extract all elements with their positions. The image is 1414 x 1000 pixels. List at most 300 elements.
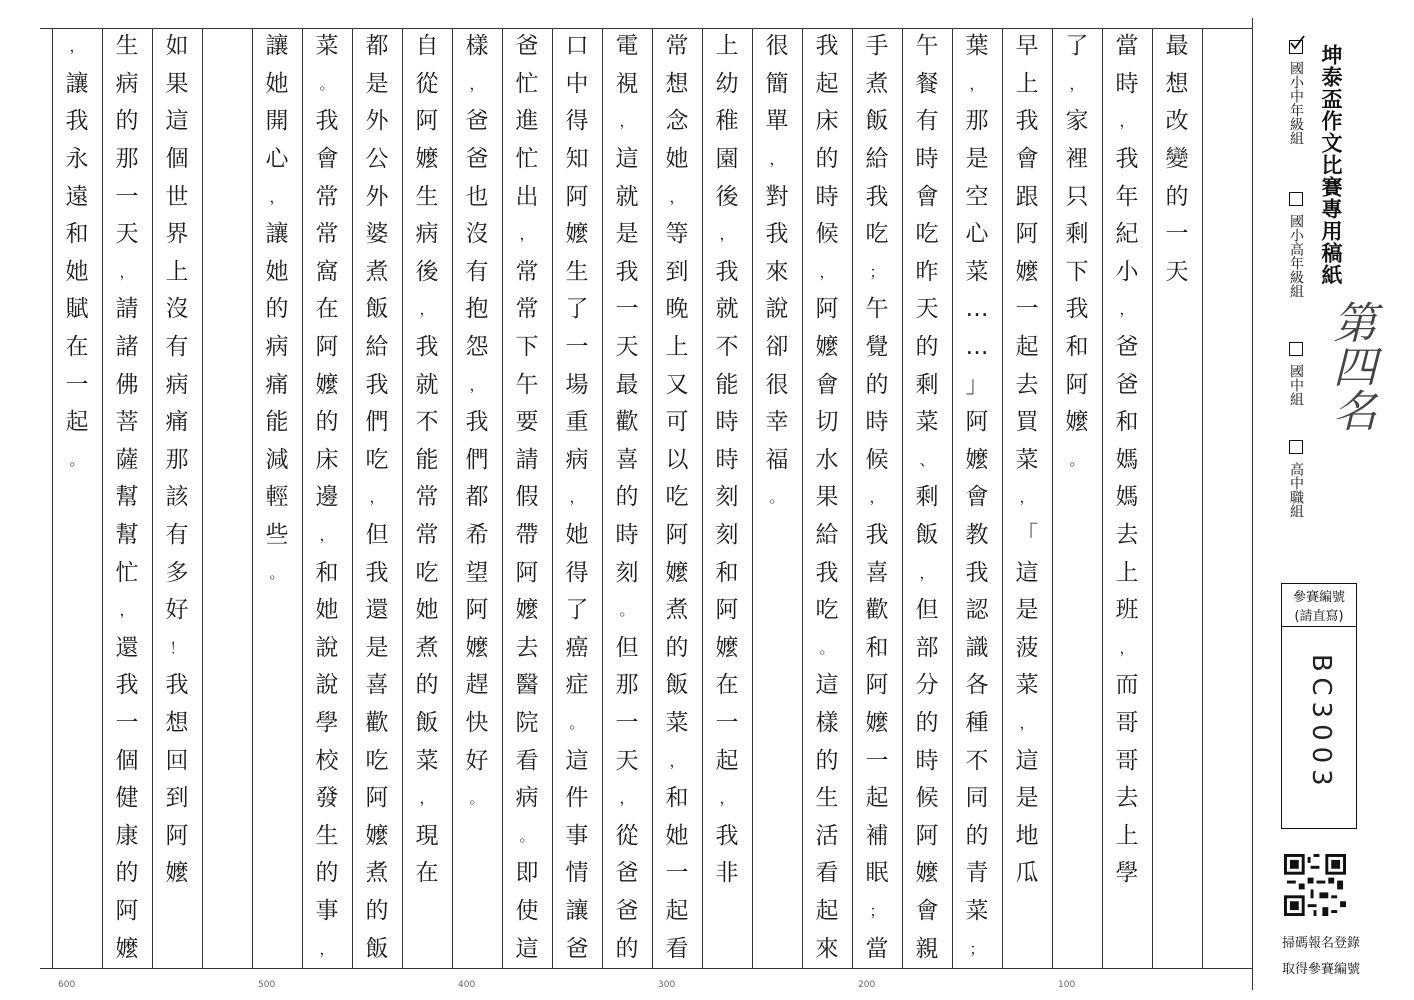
essay-char: 我 <box>465 409 489 436</box>
essay-char: 常 <box>515 258 539 285</box>
essay-char: 電 <box>615 33 639 60</box>
essay-char: 如 <box>165 33 189 60</box>
essay-char: 當 <box>865 935 889 962</box>
grid-bottom-border <box>40 968 1252 969</box>
essay-char: 請 <box>515 446 539 473</box>
essay-char: 和 <box>1115 409 1139 436</box>
essay-char: 校 <box>315 747 339 774</box>
essay-char: ， <box>1119 112 1135 131</box>
essay-column <box>752 28 802 968</box>
essay-char: 但 <box>915 597 939 624</box>
essay-char: 的 <box>315 409 339 436</box>
checkmark-icon <box>1289 35 1305 51</box>
essay-char: 看 <box>815 860 839 887</box>
essay-char: 。 <box>619 601 635 620</box>
essay-char: 不 <box>715 334 739 361</box>
essay-char: 到 <box>665 258 689 285</box>
essay-column <box>152 28 202 968</box>
essay-char: ！ <box>169 638 185 657</box>
essay-char: 菜 <box>965 898 989 925</box>
essay-char: 生 <box>115 33 139 60</box>
essay-char: 事 <box>315 898 339 925</box>
essay-char: 我 <box>1065 296 1089 323</box>
essay-char: 假 <box>515 484 539 511</box>
essay-char: 菜 <box>915 409 939 436</box>
essay-char: 常 <box>515 296 539 323</box>
essay-char: ， <box>719 225 735 244</box>
essay-char: 。 <box>269 563 285 582</box>
essay-char: 對 <box>765 183 789 210</box>
essay-char: 又 <box>665 371 689 398</box>
essay-char: 福 <box>765 446 789 473</box>
essay-char: 補 <box>865 822 889 849</box>
essay-char: 活 <box>815 822 839 849</box>
essay-char: ， <box>669 751 685 770</box>
essay-char: 買 <box>1015 409 1039 436</box>
essay-char: 很 <box>765 33 789 60</box>
essay-char: ， <box>269 187 285 206</box>
essay-char: 候 <box>815 221 839 248</box>
essay-char: 忙 <box>515 146 539 173</box>
essay-char: 得 <box>565 108 589 135</box>
essay-char: ， <box>1119 638 1135 657</box>
essay-char: 沒 <box>165 296 189 323</box>
essay-char: 窩 <box>315 258 339 285</box>
essay-char: 小 <box>1115 258 1139 285</box>
column-count-marker: 400 <box>458 980 476 990</box>
essay-char: 院 <box>515 710 539 737</box>
essay-char: 覺 <box>865 334 889 361</box>
essay-column <box>452 28 502 968</box>
essay-char: 嬤 <box>915 860 939 887</box>
essay-char: 婆 <box>365 221 389 248</box>
option-elementary-middle[interactable] <box>1284 40 1308 149</box>
essay-char: ， <box>1019 714 1035 733</box>
essay-char: 是 <box>965 146 989 173</box>
checkbox-icon[interactable] <box>1289 440 1303 454</box>
essay-char: 喜 <box>615 446 639 473</box>
essay-char: ， <box>919 563 935 582</box>
essay-char: 去 <box>1115 785 1139 812</box>
essay-column <box>1002 28 1052 968</box>
handwritten-rank: 第四名 <box>1325 300 1376 432</box>
essay-char: 天 <box>615 334 639 361</box>
essay-char: 嬤 <box>115 935 139 962</box>
essay-char: 想 <box>165 710 189 737</box>
essay-column <box>802 28 852 968</box>
essay-char: 一 <box>665 860 689 887</box>
essay-column <box>1102 28 1152 968</box>
essay-column <box>202 28 252 968</box>
essay-char: 她 <box>665 822 689 849</box>
essay-char: 我 <box>1015 108 1039 135</box>
essay-char: 們 <box>465 446 489 473</box>
essay-char: 這 <box>1015 559 1039 586</box>
essay-char: 外 <box>365 108 389 135</box>
essay-char: 歡 <box>865 597 889 624</box>
essay-char: 說 <box>765 296 789 323</box>
essay-char: 心 <box>265 146 289 173</box>
essay-char: 了 <box>565 597 589 624</box>
essay-column <box>1202 28 1252 968</box>
essay-char: 抱 <box>465 296 489 323</box>
essay-char: ， <box>719 789 735 808</box>
essay-char: 是 <box>615 221 639 248</box>
essay-char: ， <box>319 939 335 958</box>
essay-char: 吃 <box>665 484 689 511</box>
essay-char: 餐 <box>915 70 939 97</box>
essay-char: 生 <box>565 258 589 285</box>
essay-column <box>902 28 952 968</box>
essay-char: 還 <box>115 634 139 661</box>
checkbox-icon[interactable] <box>1289 342 1303 356</box>
essay-char: 公 <box>365 146 389 173</box>
essay-char: 起 <box>65 409 89 436</box>
essay-char: ， <box>119 262 135 281</box>
essay-char: 最 <box>1165 33 1189 60</box>
essay-char: 阿 <box>665 522 689 549</box>
essay-char: 煮 <box>365 258 389 285</box>
essay-char: 嬤 <box>165 860 189 887</box>
essay-char: 下 <box>1065 258 1089 285</box>
essay-char: 進 <box>515 108 539 135</box>
essay-char: 。 <box>819 638 835 657</box>
essay-char: 部 <box>915 634 939 661</box>
essay-char: 「 <box>1015 522 1039 549</box>
essay-char: 希 <box>465 522 489 549</box>
essay-column <box>352 28 402 968</box>
essay-char: 煮 <box>865 70 889 97</box>
essay-char: 我 <box>865 183 889 210</box>
essay-char: 就 <box>615 183 639 210</box>
column-count-marker: 600 <box>58 980 76 990</box>
essay-char: 件 <box>565 785 589 812</box>
essay-char: 嬤 <box>415 146 439 173</box>
essay-char: 能 <box>265 409 289 436</box>
essay-char: 改 <box>1165 108 1189 135</box>
essay-char: 班 <box>1115 597 1139 624</box>
essay-char: 吃 <box>815 597 839 624</box>
essay-char: 和 <box>865 634 889 661</box>
essay-column <box>302 28 352 968</box>
essay-char: ， <box>869 488 885 507</box>
essay-char: 各 <box>965 672 989 699</box>
essay-char: ； <box>869 902 885 921</box>
essay-char: 哥 <box>1115 710 1139 737</box>
essay-char: 起 <box>815 70 839 97</box>
essay-char: ； <box>869 262 885 281</box>
essay-char: 說 <box>315 672 339 699</box>
essay-char: 從 <box>615 822 639 849</box>
essay-char: 她 <box>65 258 89 285</box>
essay-char: 阿 <box>1015 221 1039 248</box>
essay-char: 是 <box>365 634 389 661</box>
essay-char: 不 <box>415 409 439 436</box>
essay-char: 生 <box>415 183 439 210</box>
essay-char: 中 <box>565 70 589 97</box>
essay-char: 我 <box>1115 146 1139 173</box>
essay-char: 。 <box>519 826 535 845</box>
essay-char: 的 <box>115 860 139 887</box>
essay-char: 有 <box>165 334 189 361</box>
essay-char: 喜 <box>365 672 389 699</box>
essay-char: 會 <box>315 146 339 173</box>
essay-char: 賦 <box>65 296 89 323</box>
essay-char: 阿 <box>915 822 939 849</box>
essay-char: 醫 <box>515 672 539 699</box>
essay-char: 的 <box>665 634 689 661</box>
essay-char: 我 <box>415 334 439 361</box>
essay-char: 這 <box>565 747 589 774</box>
essay-char: 天 <box>1165 258 1189 285</box>
essay-char: 歡 <box>365 710 389 737</box>
option-label: 國小高年級組 <box>1288 214 1304 298</box>
essay-char: 候 <box>865 446 889 473</box>
essay-char: 樣 <box>815 710 839 737</box>
essay-char: 重 <box>565 409 589 436</box>
column-count-marker: 200 <box>858 980 876 990</box>
essay-char: 趕 <box>465 672 489 699</box>
essay-char: 和 <box>315 559 339 586</box>
essay-char: 稚 <box>715 108 739 135</box>
essay-char: 病 <box>165 371 189 398</box>
essay-char: 和 <box>715 559 739 586</box>
essay-char: 想 <box>1165 70 1189 97</box>
essay-char: 遠 <box>65 183 89 210</box>
essay-char: 最 <box>615 371 639 398</box>
essay-char: 起 <box>665 898 689 925</box>
essay-char: 從 <box>415 70 439 97</box>
essay-char: 在 <box>315 296 339 323</box>
essay-char: 上 <box>665 334 689 361</box>
essay-char: 我 <box>365 559 389 586</box>
essay-char: 非 <box>715 860 739 887</box>
essay-column <box>602 28 652 968</box>
essay-char: ， <box>569 488 585 507</box>
essay-char: 和 <box>665 785 689 812</box>
essay-char: 昨 <box>915 258 939 285</box>
essay-char: 剩 <box>915 484 939 511</box>
essay-char: 時 <box>615 522 639 549</box>
column-count-marker: 500 <box>258 980 276 990</box>
essay-char: 的 <box>415 672 439 699</box>
qr-code-icon[interactable] <box>1284 854 1346 916</box>
essay-char: 上 <box>1115 559 1139 586</box>
essay-char: 歡 <box>615 409 639 436</box>
essay-char: 看 <box>665 935 689 962</box>
option-label: 高中職組 <box>1288 462 1304 518</box>
essay-char: 請 <box>115 296 139 323</box>
essay-char: 病 <box>565 446 589 473</box>
essay-char: … <box>965 334 989 361</box>
entry-id-label <box>1282 584 1356 627</box>
essay-char: 時 <box>865 409 889 436</box>
essay-char: 可 <box>665 409 689 436</box>
essay-char: 飯 <box>415 710 439 737</box>
essay-char: 裡 <box>1065 146 1089 173</box>
essay-char: 阿 <box>815 296 839 323</box>
essay-char: 我 <box>315 108 339 135</box>
essay-char: 果 <box>165 70 189 97</box>
entry-id-label-line2: (請直寫) <box>1294 609 1344 624</box>
essay-char: 都 <box>365 33 389 60</box>
essay-char: 我 <box>165 672 189 699</box>
essay-char: 不 <box>965 747 989 774</box>
essay-char: ， <box>969 74 985 93</box>
essay-char: 剩 <box>1065 221 1089 248</box>
essay-char: 我 <box>365 371 389 398</box>
essay-char: 那 <box>615 672 639 699</box>
essay-char: 爸 <box>1115 334 1139 361</box>
essay-char: 常 <box>415 522 439 549</box>
essay-char: 輕 <box>265 484 289 511</box>
essay-char: 菜 <box>1015 672 1039 699</box>
essay-char: 的 <box>1165 183 1189 210</box>
form-title: 坤泰盃作文比賽專用稿紙 <box>1319 44 1343 286</box>
essay-char: 菩 <box>115 409 139 436</box>
essay-char: 一 <box>565 334 589 361</box>
essay-char: 的 <box>865 371 889 398</box>
essay-char: 菠 <box>1015 634 1039 661</box>
essay-char: 來 <box>815 935 839 962</box>
essay-char: 嬤 <box>865 710 889 737</box>
essay-char: 晚 <box>665 296 689 323</box>
essay-char: 而 <box>1115 672 1139 699</box>
essay-char: 阿 <box>115 898 139 925</box>
essay-char: 嬤 <box>665 559 689 586</box>
checkbox-icon[interactable] <box>1289 192 1303 206</box>
essay-char: 給 <box>865 146 889 173</box>
essay-char: 天 <box>115 221 139 248</box>
essay-char: 地 <box>1015 822 1039 849</box>
option-junior-high[interactable] <box>1284 342 1308 410</box>
essay-char: 常 <box>665 33 689 60</box>
essay-char: 會 <box>1015 146 1039 173</box>
sidebar-divider <box>1252 18 1253 990</box>
entry-id-box <box>1281 583 1357 829</box>
essay-char: 我 <box>715 258 739 285</box>
essay-char: ， <box>1019 488 1035 507</box>
essay-char: ， <box>419 300 435 319</box>
essay-char: 我 <box>865 522 889 549</box>
essay-char: 阿 <box>865 672 889 699</box>
essay-char: 去 <box>515 634 539 661</box>
essay-char: 阿 <box>715 597 739 624</box>
essay-char: ， <box>819 262 835 281</box>
essay-column <box>252 28 302 968</box>
essay-char: ， <box>619 112 635 131</box>
essay-char: 外 <box>365 183 389 210</box>
essay-char: 刻 <box>715 522 739 549</box>
essay-char: 阿 <box>465 597 489 624</box>
essay-char: 樣 <box>465 33 489 60</box>
essay-char: 的 <box>615 484 639 511</box>
essay-char: 認 <box>965 597 989 624</box>
essay-char: 煮 <box>365 860 389 887</box>
essay-char: 哥 <box>1115 747 1139 774</box>
essay-char: 和 <box>1065 334 1089 361</box>
essay-char: 一 <box>865 747 889 774</box>
essay-char: 一 <box>115 710 139 737</box>
essay-char: 使 <box>515 898 539 925</box>
essay-char: 嬤 <box>1065 409 1089 436</box>
essay-char: 天 <box>915 296 939 323</box>
essay-char: 爸 <box>615 898 639 925</box>
essay-char: 常 <box>315 183 339 210</box>
essay-char: 了 <box>565 296 589 323</box>
essay-char: 她 <box>665 146 689 173</box>
essay-char: 。 <box>569 714 585 733</box>
essay-char: 健 <box>115 785 139 812</box>
essay-char: 一 <box>715 710 739 737</box>
essay-char: 爸 <box>515 33 539 60</box>
essay-char: 給 <box>815 522 839 549</box>
essay-char: 園 <box>715 146 739 173</box>
essay-char: 這 <box>165 108 189 135</box>
essay-char: 上 <box>715 33 739 60</box>
essay-char: 時 <box>715 446 739 473</box>
checkbox-icon[interactable] <box>1289 40 1303 54</box>
essay-char: 在 <box>415 860 439 887</box>
essay-char: 飯 <box>865 108 889 135</box>
essay-char: 忙 <box>115 559 139 586</box>
essay-char: 心 <box>965 221 989 248</box>
option-elementary-upper[interactable] <box>1284 192 1308 302</box>
essay-char: 阿 <box>165 822 189 849</box>
essay-char: 爸 <box>1115 371 1139 398</box>
essay-char: 能 <box>715 371 739 398</box>
essay-char: 剩 <box>915 371 939 398</box>
option-senior-high[interactable] <box>1284 440 1308 522</box>
essay-char: 發 <box>315 785 339 812</box>
essay-char: 諸 <box>115 334 139 361</box>
essay-char: 能 <box>415 446 439 473</box>
essay-char: 永 <box>65 146 89 173</box>
essay-char: 但 <box>365 522 389 549</box>
essay-char: 我 <box>965 559 989 586</box>
essay-char: 午 <box>915 33 939 60</box>
essay-column <box>1152 28 1202 968</box>
essay-char: 我 <box>715 822 739 849</box>
essay-char: 分 <box>915 672 939 699</box>
essay-char: 讓 <box>265 221 289 248</box>
essay-char: 飯 <box>365 935 389 962</box>
essay-char: 我 <box>115 672 139 699</box>
essay-char: 阿 <box>315 334 339 361</box>
essay-column <box>1052 28 1102 968</box>
essay-char: 等 <box>665 221 689 248</box>
essay-char: 症 <box>565 672 589 699</box>
essay-char: 怨 <box>465 334 489 361</box>
essay-char: 的 <box>115 108 139 135</box>
essay-char: 候 <box>915 785 939 812</box>
qr-caption-line1: 掃碼報名登錄 <box>1281 936 1360 951</box>
essay-char: 是 <box>1015 597 1039 624</box>
essay-char: 情 <box>565 860 589 887</box>
essay-char: 菜 <box>1015 446 1039 473</box>
essay-char: 時 <box>715 409 739 436</box>
essay-char: 但 <box>615 634 639 661</box>
essay-char: 」 <box>965 371 989 398</box>
essay-char: 一 <box>615 296 639 323</box>
essay-char: 空 <box>965 183 989 210</box>
essay-char: 喜 <box>865 559 889 586</box>
essay-char: 一 <box>115 183 139 210</box>
essay-char: 阿 <box>1065 371 1089 398</box>
essay-char: 視 <box>615 70 639 97</box>
essay-char: 開 <box>265 108 289 135</box>
essay-char: 會 <box>965 484 989 511</box>
